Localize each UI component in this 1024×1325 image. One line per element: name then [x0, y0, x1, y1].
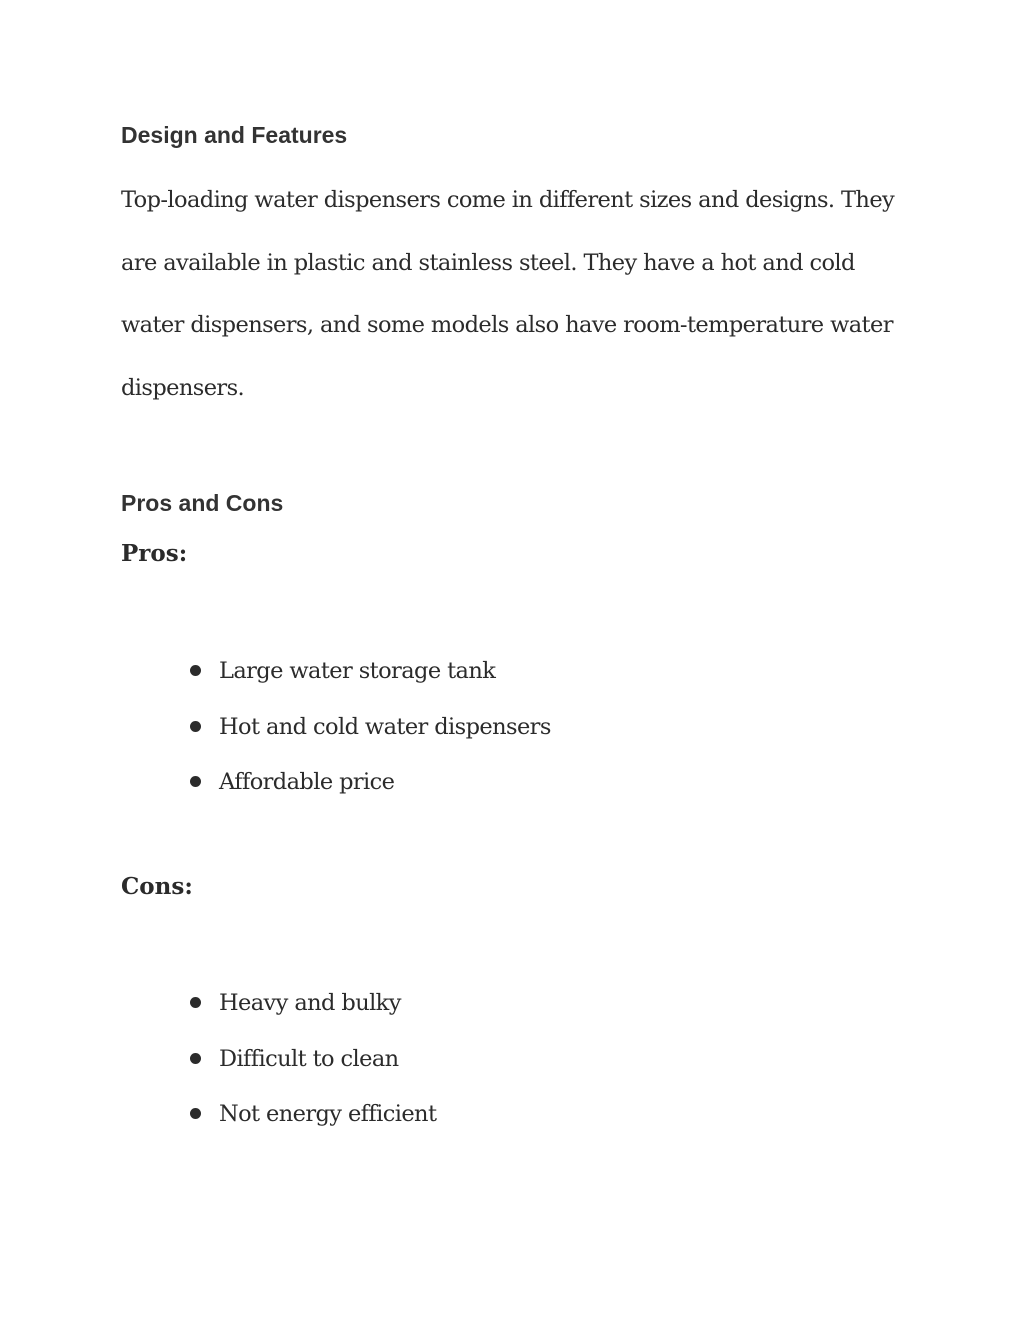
list-item-text: Difficult to clean	[219, 1045, 399, 1072]
list-item	[190, 656, 551, 712]
list-item	[190, 712, 551, 768]
cons-list	[190, 988, 436, 1155]
bullet-icon	[190, 1053, 201, 1064]
design-features-paragraph: Top-loading water dispensers come in different sizes and designs. They are available in plastic and stainless steel. They have a hot and cold water dispensers, and some models also have room-temperature water dispensers.	[121, 187, 895, 401]
pros-label: Pros:	[121, 540, 188, 567]
list-item	[190, 767, 551, 823]
cons-label: Cons:	[121, 873, 193, 900]
list-item	[190, 1044, 436, 1100]
list-item	[190, 1099, 436, 1155]
bullet-icon	[190, 1108, 201, 1119]
list-item-text: Heavy and bulky	[219, 990, 401, 1016]
pros-list	[190, 656, 551, 823]
bullet-icon	[190, 665, 201, 676]
list-item-text: Hot and cold water dispensers	[219, 713, 551, 740]
pros-cons-heading: Pros and Cons	[121, 490, 284, 516]
list-item-text: Affordable price	[219, 769, 395, 795]
list-item	[190, 988, 436, 1044]
design-features-heading: Design and Features	[121, 122, 348, 148]
bullet-icon	[190, 776, 201, 787]
bullet-icon	[190, 721, 201, 732]
list-item-text: Not energy efficient	[219, 1101, 437, 1127]
list-item-text: Large water storage tank	[219, 658, 496, 684]
bullet-icon	[190, 997, 201, 1008]
